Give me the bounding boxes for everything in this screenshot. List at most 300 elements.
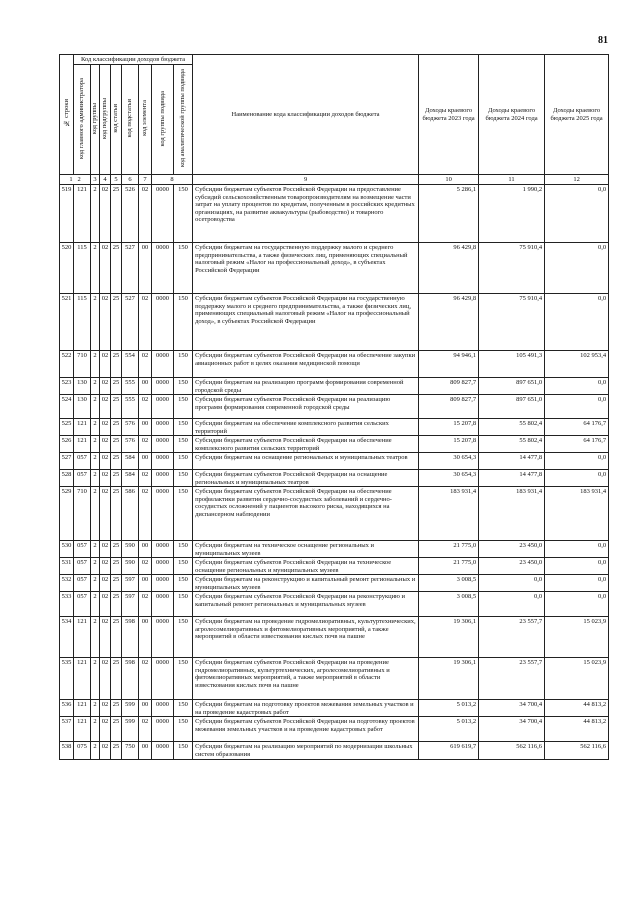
cell-code: 0000 (152, 453, 174, 470)
cell-amount: 183 931,4 (545, 487, 609, 541)
cell-code: 533 (60, 592, 74, 617)
cell-code: 150 (174, 294, 193, 351)
cell-code: 150 (174, 592, 193, 617)
header-2025: Доходы краевого бюджета 2025 года (545, 55, 609, 175)
cell-code: 0000 (152, 717, 174, 742)
cell-code: 02 (100, 617, 111, 658)
cell-code: 130 (74, 378, 91, 395)
cell-code: 057 (74, 558, 91, 575)
cell-name: Субсидии бюджетам на подготовку проектов межевания земельных участков и на проведение кадастровых работ (193, 700, 419, 717)
cell-amount: 64 176,7 (545, 436, 609, 453)
cell-code: 590 (122, 558, 139, 575)
cell-amount: 96 429,8 (419, 294, 479, 351)
cell-code: 535 (60, 658, 74, 700)
cell-amount: 19 306,1 (419, 658, 479, 700)
cell-code: 527 (60, 453, 74, 470)
cell-code: 150 (174, 351, 193, 378)
cell-code: 150 (174, 575, 193, 592)
cell-code: 586 (122, 487, 139, 541)
cell-code: 02 (100, 395, 111, 419)
cell-amount: 562 116,6 (479, 742, 545, 760)
cell-code: 584 (122, 453, 139, 470)
cell-code: 526 (60, 436, 74, 453)
cell-amount: 0,0 (545, 395, 609, 419)
cell-amount: 15 023,9 (545, 617, 609, 658)
cell-code: 2 (91, 717, 100, 742)
cell-code: 532 (60, 575, 74, 592)
cell-amount: 105 491,3 (479, 351, 545, 378)
cell-amount: 19 306,1 (419, 617, 479, 658)
cell-amount: 75 910,4 (479, 243, 545, 294)
cell-name: Субсидии бюджетам на реализацию программ формирования современной городской среды (193, 378, 419, 395)
table-row (60, 658, 609, 700)
cell-code: 538 (60, 742, 74, 760)
cell-amount: 21 775,0 (419, 558, 479, 575)
cell-code: 02 (100, 185, 111, 243)
cell-code: 02 (100, 243, 111, 294)
cell-code: 115 (74, 243, 91, 294)
cell-code: 25 (111, 617, 122, 658)
header-code-admin: код главного администратора (74, 65, 91, 175)
cell-code: 00 (139, 617, 152, 658)
cell-amount: 0,0 (545, 470, 609, 487)
cell-code: 0000 (152, 378, 174, 395)
column-numbers-row (60, 175, 609, 185)
cell-code: 150 (174, 436, 193, 453)
cell-code: 02 (100, 294, 111, 351)
cell-code: 057 (74, 470, 91, 487)
cell-code: 25 (111, 470, 122, 487)
cell-code: 02 (139, 658, 152, 700)
cell-code: 597 (122, 575, 139, 592)
cell-code: 02 (100, 419, 111, 436)
cell-amount: 0,0 (545, 592, 609, 617)
cell-code: 2 (91, 558, 100, 575)
cell-code: 2 (91, 351, 100, 378)
cell-amount: 23 450,0 (479, 558, 545, 575)
cell-code: 02 (139, 185, 152, 243)
cell-code: 576 (122, 436, 139, 453)
header-code-article: код статьи (111, 65, 122, 175)
cell-code: 02 (139, 487, 152, 541)
cell-code: 710 (74, 351, 91, 378)
cell-code: 00 (139, 419, 152, 436)
cell-amount: 15 207,8 (419, 419, 479, 436)
cell-code: 02 (100, 436, 111, 453)
cell-amount: 0,0 (479, 592, 545, 617)
cell-code: 121 (74, 658, 91, 700)
cell-code: 598 (122, 658, 139, 700)
cell-amount: 30 654,3 (419, 453, 479, 470)
cell-code: 02 (139, 592, 152, 617)
table-row (60, 453, 609, 470)
cell-amount: 5 286,1 (419, 185, 479, 243)
cell-code: 2 (91, 658, 100, 700)
cell-code: 0000 (152, 487, 174, 541)
cell-amount: 15 207,8 (419, 436, 479, 453)
cell-code: 576 (122, 419, 139, 436)
cell-amount: 0,0 (545, 243, 609, 294)
cell-code: 25 (111, 742, 122, 760)
cell-amount: 55 802,4 (479, 436, 545, 453)
cell-code: 0000 (152, 575, 174, 592)
cell-code: 519 (60, 185, 74, 243)
header-2024: Доходы краевого бюджета 2024 года (479, 55, 545, 175)
column-number: 5 (111, 175, 122, 185)
table-row (60, 185, 609, 243)
table-row (60, 487, 609, 541)
cell-code: 02 (100, 378, 111, 395)
cell-code: 25 (111, 717, 122, 742)
cell-code: 599 (122, 717, 139, 742)
cell-code: 02 (100, 575, 111, 592)
cell-code: 520 (60, 243, 74, 294)
cell-code: 121 (74, 419, 91, 436)
table-row (60, 419, 609, 436)
cell-code: 534 (60, 617, 74, 658)
cell-code: 527 (122, 243, 139, 294)
cell-code: 531 (60, 558, 74, 575)
cell-amount: 64 176,7 (545, 419, 609, 436)
cell-name: Субсидии бюджетам субъектов Российской Федерации на проведение гидромелиоративных, культуртехнических, агролесомелиоративных и фитомелиоративных мероприятий, а также мероприятий в области известкования кислых почв на пашне (193, 658, 419, 700)
cell-amount: 96 429,8 (419, 243, 479, 294)
cell-code: 057 (74, 541, 91, 558)
cell-name: Субсидии бюджетам субъектов Российской Федерации на государственную поддержку малого и среднего предпринимательства, а также физических лиц, применяющих специальный налоговый режим «Налог на профессиональный доход», в субъектах Российской Федерации (193, 294, 419, 351)
cell-code: 710 (74, 487, 91, 541)
cell-name: Субсидии бюджетам субъектов Российской Федерации на предоставление субсидий сельскохозяйственным товаропроизводителям на возмещение части затрат на уплату процентов по кредитам, полученным в российских кредитных организациях, на развитие аквакультуры (рыбоводство) и товарного осетроводства (193, 185, 419, 243)
cell-amount: 619 619,7 (419, 742, 479, 760)
cell-code: 150 (174, 395, 193, 419)
column-number: 9 (193, 175, 419, 185)
cell-code: 25 (111, 395, 122, 419)
cell-code: 536 (60, 700, 74, 717)
table-row (60, 436, 609, 453)
cell-code: 121 (74, 436, 91, 453)
cell-name: Субсидии бюджетам субъектов Российской Федерации на оснащение региональных и муниципальных театров (193, 470, 419, 487)
column-number: 3 (91, 175, 100, 185)
cell-code: 526 (122, 185, 139, 243)
cell-name: Субсидии бюджетам на обеспечение комплексного развития сельских территорий (193, 419, 419, 436)
column-number: 1 2 (60, 175, 91, 185)
cell-code: 2 (91, 185, 100, 243)
cell-code: 00 (139, 742, 152, 760)
cell-code: 150 (174, 742, 193, 760)
cell-name: Субсидии бюджетам на оснащение региональных и муниципальных театров (193, 453, 419, 470)
cell-code: 02 (100, 658, 111, 700)
cell-code: 150 (174, 658, 193, 700)
cell-code: 527 (122, 294, 139, 351)
cell-amount: 809 827,7 (419, 395, 479, 419)
cell-code: 25 (111, 243, 122, 294)
cell-code: 0000 (152, 185, 174, 243)
column-number: 6 (122, 175, 139, 185)
cell-amount: 0,0 (545, 294, 609, 351)
cell-name: Субсидии бюджетам на государственную поддержку малого и среднего предпринимательства, а также физических лиц, применяющих специальный налоговый режим «Налог на профессиональный доход», в субъектах Российской Федерации (193, 243, 419, 294)
cell-code: 02 (139, 558, 152, 575)
cell-code: 2 (91, 243, 100, 294)
cell-code: 0000 (152, 395, 174, 419)
cell-code: 25 (111, 487, 122, 541)
cell-amount: 897 651,0 (479, 395, 545, 419)
cell-code: 150 (174, 617, 193, 658)
cell-code: 2 (91, 470, 100, 487)
cell-code: 150 (174, 419, 193, 436)
cell-amount: 44 813,2 (545, 700, 609, 717)
table-row (60, 717, 609, 742)
cell-code: 2 (91, 294, 100, 351)
cell-code: 529 (60, 487, 74, 541)
cell-code: 0000 (152, 294, 174, 351)
header-2023: Доходы краевого бюджета 2023 года (419, 55, 479, 175)
cell-code: 25 (111, 541, 122, 558)
cell-amount: 55 802,4 (479, 419, 545, 436)
cell-code: 02 (100, 453, 111, 470)
cell-code: 02 (139, 470, 152, 487)
cell-amount: 897 651,0 (479, 378, 545, 395)
column-number: 11 (479, 175, 545, 185)
cell-code: 25 (111, 378, 122, 395)
cell-amount: 34 700,4 (479, 717, 545, 742)
cell-code: 25 (111, 419, 122, 436)
cell-code: 150 (174, 185, 193, 243)
cell-amount: 3 008,5 (419, 575, 479, 592)
cell-code: 0000 (152, 592, 174, 617)
table-row (60, 541, 609, 558)
cell-code: 02 (100, 487, 111, 541)
cell-amount: 1 990,2 (479, 185, 545, 243)
cell-code: 521 (60, 294, 74, 351)
cell-code: 25 (111, 185, 122, 243)
cell-code: 00 (139, 378, 152, 395)
table-row (60, 592, 609, 617)
cell-code: 2 (91, 617, 100, 658)
cell-code: 25 (111, 658, 122, 700)
cell-code: 0000 (152, 436, 174, 453)
table-row (60, 558, 609, 575)
cell-code: 150 (174, 541, 193, 558)
cell-code: 150 (174, 487, 193, 541)
cell-code: 2 (91, 453, 100, 470)
table-row (60, 243, 609, 294)
cell-code: 150 (174, 243, 193, 294)
cell-amount: 5 013,2 (419, 717, 479, 742)
cell-code: 150 (174, 470, 193, 487)
column-number: 8 (152, 175, 193, 185)
cell-code: 02 (139, 395, 152, 419)
cell-amount: 183 931,4 (479, 487, 545, 541)
cell-code: 02 (100, 742, 111, 760)
header-name: Наименование кода классификации доходов бюджета (193, 55, 419, 175)
cell-code: 00 (139, 541, 152, 558)
header-code-analytic: код аналитической группы подвида (174, 65, 193, 175)
cell-code: 0000 (152, 243, 174, 294)
cell-code: 00 (139, 700, 152, 717)
cell-code: 528 (60, 470, 74, 487)
cell-code: 2 (91, 541, 100, 558)
cell-name: Субсидии бюджетам на реконструкцию и капитальный ремонт региональных и муниципальных музеев (193, 575, 419, 592)
cell-code: 25 (111, 351, 122, 378)
cell-name: Субсидии бюджетам на техническое оснащение региональных и муниципальных музеев (193, 541, 419, 558)
cell-code: 25 (111, 575, 122, 592)
cell-code: 25 (111, 592, 122, 617)
cell-name: Субсидии бюджетам субъектов Российской Федерации на техническое оснащение региональных и муниципальных музеев (193, 558, 419, 575)
header-code-subarticle: код подстатьи (122, 65, 139, 175)
cell-code: 555 (122, 395, 139, 419)
cell-code: 02 (139, 351, 152, 378)
cell-amount: 562 116,6 (545, 742, 609, 760)
cell-code: 554 (122, 351, 139, 378)
cell-code: 130 (74, 395, 91, 419)
cell-amount: 102 953,4 (545, 351, 609, 378)
cell-amount: 14 477,8 (479, 453, 545, 470)
cell-code: 0000 (152, 742, 174, 760)
cell-amount: 75 910,4 (479, 294, 545, 351)
cell-code: 555 (122, 378, 139, 395)
cell-code: 2 (91, 700, 100, 717)
cell-code: 750 (122, 742, 139, 760)
cell-code: 00 (139, 243, 152, 294)
cell-code: 150 (174, 453, 193, 470)
cell-amount: 23 557,7 (479, 617, 545, 658)
header-code-group-col: код группы (91, 65, 100, 175)
cell-code: 150 (174, 717, 193, 742)
cell-code: 537 (60, 717, 74, 742)
cell-code: 25 (111, 294, 122, 351)
cell-code: 0000 (152, 700, 174, 717)
table-row (60, 470, 609, 487)
cell-code: 02 (100, 717, 111, 742)
page-number: 81 (598, 35, 608, 46)
cell-code: 02 (139, 436, 152, 453)
cell-code: 121 (74, 617, 91, 658)
cell-code: 150 (174, 700, 193, 717)
cell-amount: 0,0 (479, 575, 545, 592)
cell-amount: 44 813,2 (545, 717, 609, 742)
cell-amount: 21 775,0 (419, 541, 479, 558)
cell-code: 599 (122, 700, 139, 717)
cell-name: Субсидии бюджетам субъектов Российской Федерации на реализацию программ формирования современной городской среды (193, 395, 419, 419)
cell-code: 2 (91, 436, 100, 453)
cell-code: 0000 (152, 470, 174, 487)
cell-amount: 0,0 (545, 575, 609, 592)
cell-code: 2 (91, 419, 100, 436)
cell-amount: 23 557,7 (479, 658, 545, 700)
cell-code: 0000 (152, 351, 174, 378)
cell-code: 25 (111, 700, 122, 717)
cell-code: 121 (74, 185, 91, 243)
cell-amount: 94 946,1 (419, 351, 479, 378)
cell-code: 057 (74, 575, 91, 592)
cell-code: 2 (91, 575, 100, 592)
cell-code: 02 (139, 294, 152, 351)
cell-amount: 0,0 (545, 453, 609, 470)
cell-code: 121 (74, 700, 91, 717)
cell-code: 590 (122, 541, 139, 558)
cell-amount: 23 450,0 (479, 541, 545, 558)
cell-code: 121 (74, 717, 91, 742)
cell-code: 02 (100, 351, 111, 378)
cell-name: Субсидии бюджетам субъектов Российской Федерации на обеспечение закупки авиационных работ в целях оказания медицинской помощи (193, 351, 419, 378)
header-code-prog-group: код группы подвида (152, 65, 174, 175)
cell-code: 522 (60, 351, 74, 378)
cell-code: 25 (111, 453, 122, 470)
header-code-element: код элемента (139, 65, 152, 175)
table-row (60, 378, 609, 395)
cell-code: 057 (74, 592, 91, 617)
column-number: 4 (100, 175, 111, 185)
table-row (60, 395, 609, 419)
cell-amount: 34 700,4 (479, 700, 545, 717)
cell-code: 524 (60, 395, 74, 419)
table-row (60, 742, 609, 760)
cell-name: Субсидии бюджетам на реализацию мероприятий по модернизации школьных систем образования (193, 742, 419, 760)
table-row (60, 351, 609, 378)
cell-code: 00 (139, 575, 152, 592)
cell-code: 075 (74, 742, 91, 760)
cell-code: 2 (91, 378, 100, 395)
cell-name: Субсидии бюджетам субъектов Российской Федерации на подготовку проектов межевания земельных участков и на проведение кадастровых работ (193, 717, 419, 742)
cell-amount: 0,0 (545, 185, 609, 243)
cell-code: 2 (91, 592, 100, 617)
cell-code: 02 (100, 470, 111, 487)
cell-name: Субсидии бюджетам субъектов Российской Федерации на обеспечение профилактики развития сердечно-сосудистых заболеваний и сердечно-сосудистых осложнений у пациентов высокого риска, находящихся на диспансерном наблюдении (193, 487, 419, 541)
cell-code: 0000 (152, 541, 174, 558)
cell-code: 0000 (152, 419, 174, 436)
cell-code: 02 (139, 717, 152, 742)
cell-name: Субсидии бюджетам субъектов Российской Федерации на обеспечение комплексного развития сельских территорий (193, 436, 419, 453)
cell-amount: 3 008,5 (419, 592, 479, 617)
table-row (60, 700, 609, 717)
cell-amount: 30 654,3 (419, 470, 479, 487)
cell-code: 598 (122, 617, 139, 658)
cell-code: 2 (91, 742, 100, 760)
cell-code: 02 (100, 541, 111, 558)
cell-amount: 14 477,8 (479, 470, 545, 487)
header-code-subgroup: код подгруппы (100, 65, 111, 175)
cell-code: 2 (91, 395, 100, 419)
column-number: 7 (139, 175, 152, 185)
cell-name: Субсидии бюджетам на проведение гидромелиоративных, культуртехнических, агролесомелиоративных и фитомелиоративных мероприятий, а также мероприятий в области известкования кислых почв на пашне (193, 617, 419, 658)
cell-code: 150 (174, 558, 193, 575)
cell-code: 525 (60, 419, 74, 436)
table-row (60, 575, 609, 592)
cell-code: 02 (100, 700, 111, 717)
cell-code: 530 (60, 541, 74, 558)
cell-name: Субсидии бюджетам субъектов Российской Федерации на реконструкцию и капитальный ремонт региональных и муниципальных музеев (193, 592, 419, 617)
cell-amount: 0,0 (545, 558, 609, 575)
cell-amount: 5 013,2 (419, 700, 479, 717)
table-row (60, 294, 609, 351)
budget-revenue-table (59, 54, 609, 760)
cell-code: 584 (122, 470, 139, 487)
cell-code: 115 (74, 294, 91, 351)
cell-code: 02 (100, 558, 111, 575)
cell-code: 0000 (152, 658, 174, 700)
header-code-group: Код классификации доходов бюджета (74, 55, 193, 65)
cell-amount: 183 931,4 (419, 487, 479, 541)
cell-amount: 809 827,7 (419, 378, 479, 395)
cell-amount: 0,0 (545, 541, 609, 558)
cell-amount: 15 023,9 (545, 658, 609, 700)
cell-code: 523 (60, 378, 74, 395)
cell-code: 057 (74, 453, 91, 470)
cell-code: 25 (111, 558, 122, 575)
cell-code: 150 (174, 378, 193, 395)
cell-code: 2 (91, 487, 100, 541)
cell-code: 02 (100, 592, 111, 617)
cell-code: 597 (122, 592, 139, 617)
column-number: 10 (419, 175, 479, 185)
